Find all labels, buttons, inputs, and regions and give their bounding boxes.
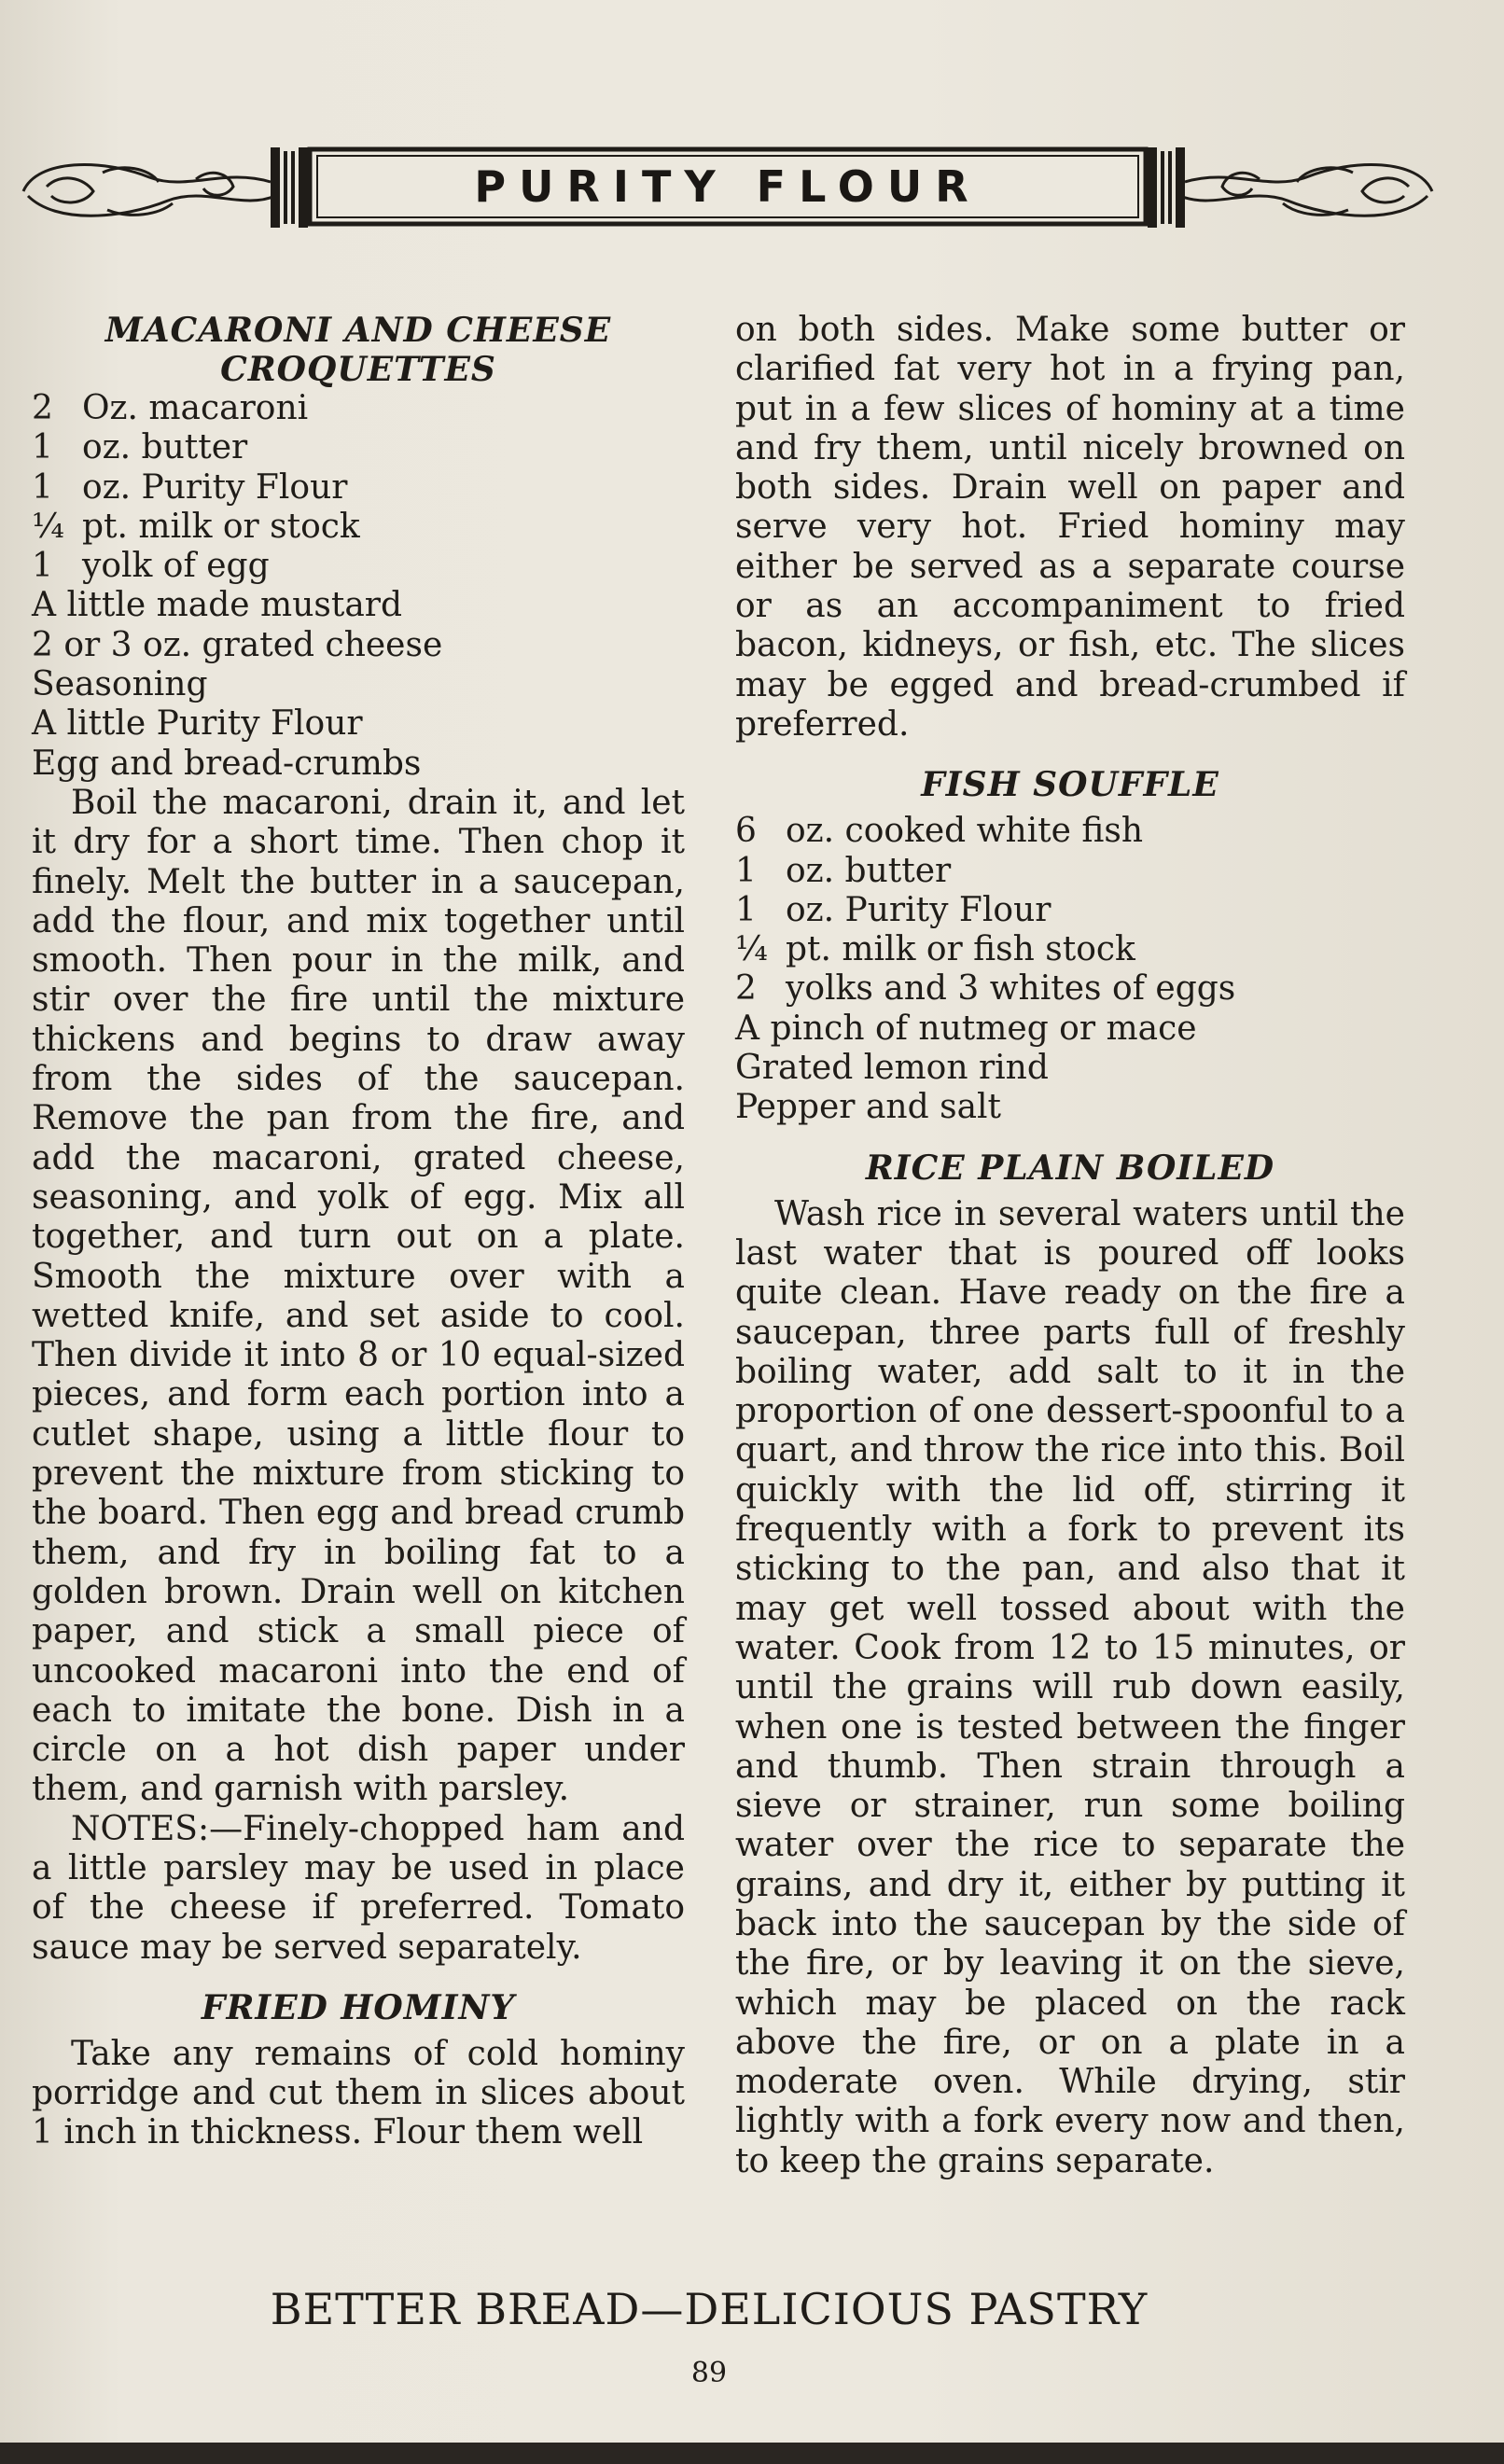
ingredient-text: oz. cooked white fish <box>786 812 1144 851</box>
ingredient-text: oz. Purity Flour <box>786 890 1051 929</box>
ingredient-qty: ¼ <box>32 507 64 546</box>
ingredient-item <box>32 665 685 704</box>
recipe-method: Boil the macaroni, drain it, and let it dry for a short time. Then chop it finely. Melt the butter in a saucepan, add the flour, and mix together until smooth. Then pour in the milk, and stir over the fire until the mixture thickens and begins to draw away from the sides of the saucepan. Remove the pan from the fire, and add the macaroni, grated cheese, seasoning, and yolk of egg. Mix all together, and turn out on a plate. Smooth the mixture over with a wetted knife, and set aside to cool. Then divide it into 8 or 10 equal-sized pieces, and form each portion into a cutlet shape, using a little flour to prevent the mixture from sticking to the board. Then egg and bread crumb them, and fry in boiling fat to a golden brown. Drain well on kitchen paper, and stick a small piece of uncooked macaroni into the end of each to imitate the bone. Dish in a circle on a hot dish paper under them, and garnish with parsley. <box>32 783 685 1809</box>
ingredient-qty: 6 <box>735 812 757 851</box>
recipe-title: RICE PLAIN BOILED <box>865 1148 1275 1188</box>
recipe-notes: NOTES:—Finely-chopped ham and a little parsley may be used in place of the cheese if preferred. Tomato sauce may be served separately. <box>32 1809 685 1967</box>
ingredient-item <box>32 428 685 467</box>
ingredient-text: yolks and 3 whites of eggs <box>786 969 1236 1009</box>
page-edge-shadow <box>0 2443 1504 2464</box>
ingredient-item <box>32 586 685 625</box>
ingredient-item <box>735 1088 1405 1127</box>
ingredient-qty: 1 <box>32 467 53 507</box>
ingredient-item <box>735 930 1405 969</box>
ingredient-list <box>32 389 685 784</box>
ingredient-text: A little made mustard <box>32 586 403 625</box>
ingredient-item <box>735 891 1405 930</box>
page-number: 89 <box>690 2357 728 2389</box>
ingredient-item <box>735 812 1405 851</box>
ingredient-qty: ¼ <box>735 930 768 969</box>
page-title: PURITY FLOUR <box>474 161 982 212</box>
ingredient-text: Egg and bread-crumbs <box>32 744 422 783</box>
recipe-title: FRIED HOMINY <box>201 1987 516 2027</box>
ingredient-item <box>32 745 685 784</box>
recipe-title: CROQUETTES <box>220 350 496 389</box>
ingredient-text: Grated lemon rind <box>735 1049 1049 1088</box>
ingredient-item <box>32 468 685 508</box>
ingredient-item <box>32 389 685 428</box>
ingredient-text: Seasoning <box>32 665 208 704</box>
ingredient-qty: 1 <box>32 547 53 586</box>
page-header-banner <box>19 140 1437 233</box>
ingredient-text: Oz. macaroni <box>82 389 309 427</box>
ingredient-text: A little Purity Flour <box>32 704 363 744</box>
ingredient-item <box>32 704 685 744</box>
footer-slogan: BETTER BREAD—DELICIOUS PASTRY <box>270 2284 1149 2334</box>
ingredient-text: pt. milk or stock <box>82 507 360 546</box>
ingredient-item <box>735 1009 1405 1049</box>
ingredient-text: A pinch of nutmeg or mace <box>735 1009 1197 1048</box>
recipe-method: Wash rice in several waters until the last water that is poured off looks quite clean. Have ready on the fire a saucepan, three parts full of freshly boiling water, add salt to it in the proportion of one dessert-spoonful to a quart, and throw the rice into this. Boil quickly with the lid off, stirring it frequently with a fork to prevent its sticking to the pan, and also that it may get well tossed about with the water. Cook from 12 to 15 minutes, or until the grains will rub down easily, when one is tested between the finger and thumb. Then strain through a sieve or strainer, run some boiling water over the rice to separate the grains, and dry it, either by putting it back into the saucepan by the side of the fire, or by leaving it on the sieve, which may be placed on the rack above the fire, or on a plate in a moderate oven. While drying, stir lightly with a fork every now and then, to keep the grains separate. <box>735 1194 1405 2180</box>
ingredient-text: pt. milk or fish stock <box>786 930 1135 969</box>
ingredient-text: yolk of egg <box>82 547 270 586</box>
ingredient-qty: 1 <box>735 890 757 929</box>
ingredient-item <box>735 1049 1405 1088</box>
ingredient-text: 2 or 3 oz. grated cheese <box>32 625 443 664</box>
ingredient-text: oz. butter <box>82 428 248 467</box>
ingredient-item <box>735 969 1405 1009</box>
ingredient-item <box>32 626 685 665</box>
right-column <box>735 311 1405 2181</box>
ingredient-qty: 1 <box>735 851 757 890</box>
recipe-method-continued: on both sides. Make some butter or clarified fat very hot in a frying pan, put in a few slices of hominy at a time and fry them, until nicely browned on both sides. Drain well on paper and serve very hot. Fried hominy may either be served as a separate course or as an accompaniment to fried bacon, kidneys, or fish, etc. The slices may be egged and bread-crumbed if preferred. <box>735 311 1405 744</box>
recipe-method: Take any remains of cold hominy porridge and cut them in slices about 1 inch in thickness. Flour them well <box>32 2034 685 2152</box>
recipe-title: FISH SOUFFLE <box>921 765 1219 805</box>
ingredient-qty: 2 <box>32 389 53 427</box>
ingredient-item <box>735 852 1405 891</box>
ingredient-qty: 1 <box>32 428 53 467</box>
ingredient-list <box>735 812 1405 1127</box>
ingredient-text: oz. Purity Flour <box>82 467 348 507</box>
ingredient-text: oz. butter <box>786 851 952 890</box>
ingredient-qty: 2 <box>735 969 757 1009</box>
recipe-title: MACARONI AND CHEESE <box>104 311 612 350</box>
ingredient-item <box>32 547 685 586</box>
ingredient-item <box>32 508 685 547</box>
left-column <box>32 311 685 2153</box>
ingredient-text: Pepper and salt <box>735 1088 1002 1127</box>
